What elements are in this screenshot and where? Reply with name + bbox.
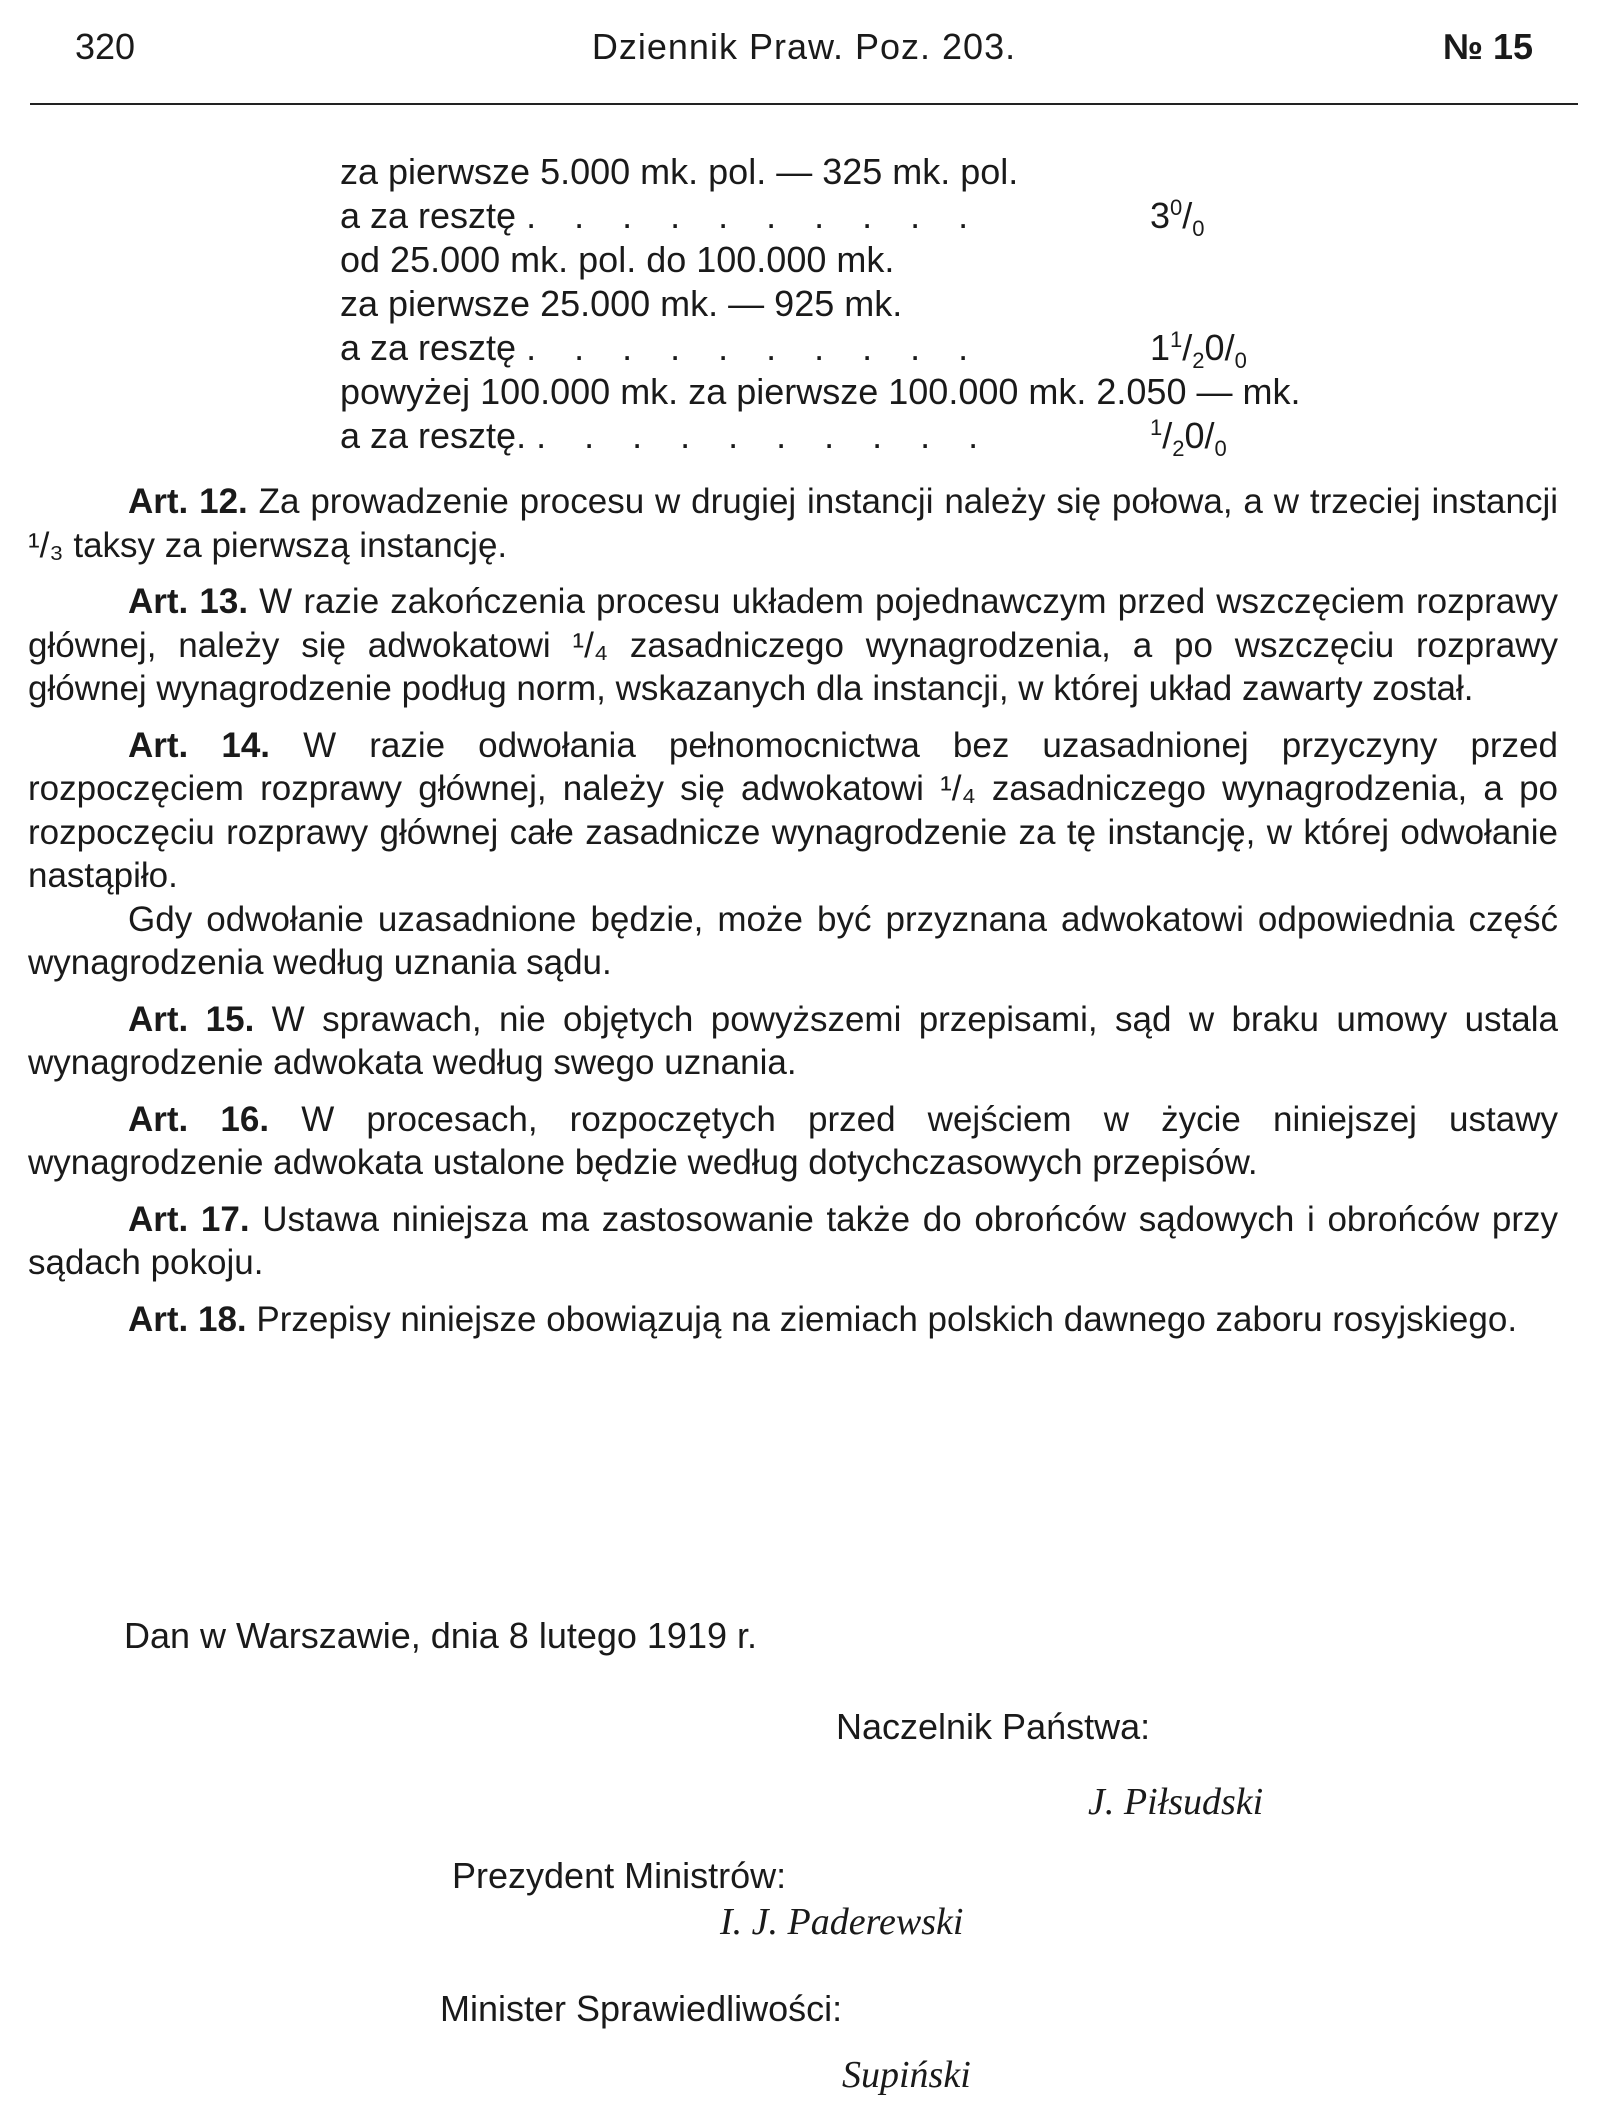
articles <box>28 480 1558 1354</box>
rate-tail: 0/ <box>1204 327 1235 368</box>
article-text: W procesach, rozpoczętych przed wejściem w życie niniejszej ustawy wynagrodzenie adwokata ustalone będzie według dotychczasowych przepisów. <box>28 1099 1558 1182</box>
fee-text: a za resztę. <box>340 415 527 456</box>
fee-text: a za resztę <box>340 195 517 236</box>
article-18 <box>28 1298 1558 1342</box>
rate-sub: 2 <box>1172 436 1185 462</box>
rate-main: 3 <box>1150 195 1171 236</box>
prime-minister-title: Prezydent Ministrów: <box>452 1855 787 1896</box>
article-text: Za prowadzenie procesu w drugiej instancji należy się połowa, a w trzeciej instancji ¹/₃ taksy za pierwszą instancję. <box>28 482 1558 565</box>
rate-sup: 1 <box>1170 327 1183 352</box>
fee-line <box>340 194 1530 242</box>
article-label: Art. 14. <box>128 725 271 765</box>
fee-line <box>340 238 1530 282</box>
article-12 <box>28 480 1558 567</box>
article-label: Art. 15. <box>128 999 255 1039</box>
rate-slash: / <box>1182 327 1193 368</box>
journal-title: Dziennik Praw. Poz. 203. <box>591 26 1017 67</box>
article-text: W razie zakończenia procesu układem pojednawczym przed wszczęciem rozprawy głównej, należy się adwokatowi ¹/₄ zasadniczego wynagrodzenia, a po wszczęciu rozprawy głównej wynagrodzenie podług norm, wskazanych dla instancji, w której układ zawarty został. <box>28 582 1558 708</box>
article-14 <box>28 724 1558 898</box>
header-rule <box>30 103 1578 105</box>
rate-sup: 1 <box>1150 415 1163 440</box>
article-16 <box>28 1098 1558 1185</box>
fee-line <box>340 414 1530 462</box>
chief-of-state-title: Naczelnik Państwa: <box>836 1706 1151 1747</box>
article-17 <box>28 1198 1558 1285</box>
fee-line <box>340 370 1530 414</box>
justice-minister-title: Minister Sprawiedliwości: <box>440 1988 843 2029</box>
fee-line <box>340 150 1530 194</box>
fee-text: powyżej 100.000 mk. za pierwsze 100.000 mk. 2.050 — mk. <box>340 371 1301 412</box>
rate-slash: / <box>1162 415 1173 456</box>
rate-sub: 2 <box>1192 348 1205 374</box>
rate-tail-sub: 0 <box>1214 436 1227 462</box>
rate-sub: 0 <box>1192 216 1205 242</box>
rate-sup: 0 <box>1170 195 1183 220</box>
page-header <box>0 18 1608 78</box>
page-number: 320 <box>75 26 136 67</box>
justice-minister-signature: Supiński <box>842 2054 971 2096</box>
fee-rate <box>1150 326 1247 374</box>
fee-rate <box>1150 414 1227 462</box>
fee-schedule <box>340 150 1530 462</box>
rate-slash: / <box>1182 195 1193 236</box>
article-label: Art. 18. <box>128 1299 247 1339</box>
rate-main: 1 <box>1150 327 1171 368</box>
article-label: Art. 17. <box>128 1199 250 1239</box>
leader-dots: . . . . . . . . . . <box>536 415 993 456</box>
article-14-continuation <box>28 898 1558 985</box>
fee-text: za pierwsze 5.000 mk. pol. — 325 mk. pol. <box>340 151 1019 192</box>
article-text: Gdy odwołanie uzasadnione będzie, może być przyznana adwokatowi odpowiednia część wynagrodzenia według uznania sądu. <box>28 899 1558 982</box>
article-15 <box>28 998 1558 1085</box>
article-text: W razie odwołania pełnomocnictwa bez uzasadnionej przyczyny przed rozpoczęciem rozprawy głównej, należy się adwokatowi ¹/₄ zasadniczego wynagrodzenia, a po rozpoczęciu rozprawy głównej całe zasadnicze wynagrodzenie za tę instancję, w której odwołanie nastąpiło. <box>28 725 1558 895</box>
leader-dots: . . . . . . . . . . <box>526 327 983 368</box>
fee-text: od 25.000 mk. pol. do 100.000 mk. <box>340 239 895 280</box>
article-label: Art. 13. <box>128 582 249 621</box>
rate-tail: 0/ <box>1184 415 1215 456</box>
chief-of-state-signature: J. Piłsudski <box>1088 1781 1264 1823</box>
issue-number: № 15 <box>1442 26 1533 67</box>
article-text: Przepisy niniejsze obowiązują na ziemiach polskich dawnego zaboru rosyjskiego. <box>256 1299 1518 1339</box>
leader-dots: . . . . . . . . . . <box>526 195 983 236</box>
fee-text: za pierwsze 25.000 mk. — 925 mk. <box>340 283 903 324</box>
rate-tail-sub: 0 <box>1234 348 1247 374</box>
fee-rate <box>1150 194 1205 242</box>
given-date: Dan w Warszawie, dnia 8 lutego 1919 r. <box>124 1615 758 1656</box>
article-text: W sprawach, nie objętych powyższemi przepisami, sąd w braku umowy ustala wynagrodzenie adwokata według swego uznania. <box>28 999 1558 1082</box>
article-text: Ustawa niniejsza ma zastosowanie także do obrońców sądowych i obrońców przy sądach pokoju. <box>28 1199 1558 1282</box>
fee-text: a za resztę <box>340 327 517 368</box>
article-label: Art. 12. <box>128 482 248 521</box>
prime-minister-signature: I. J. Paderewski <box>720 1901 964 1943</box>
fee-line <box>340 326 1530 374</box>
fee-line <box>340 282 1530 326</box>
article-label: Art. 16. <box>128 1099 270 1139</box>
article-13 <box>28 580 1558 711</box>
